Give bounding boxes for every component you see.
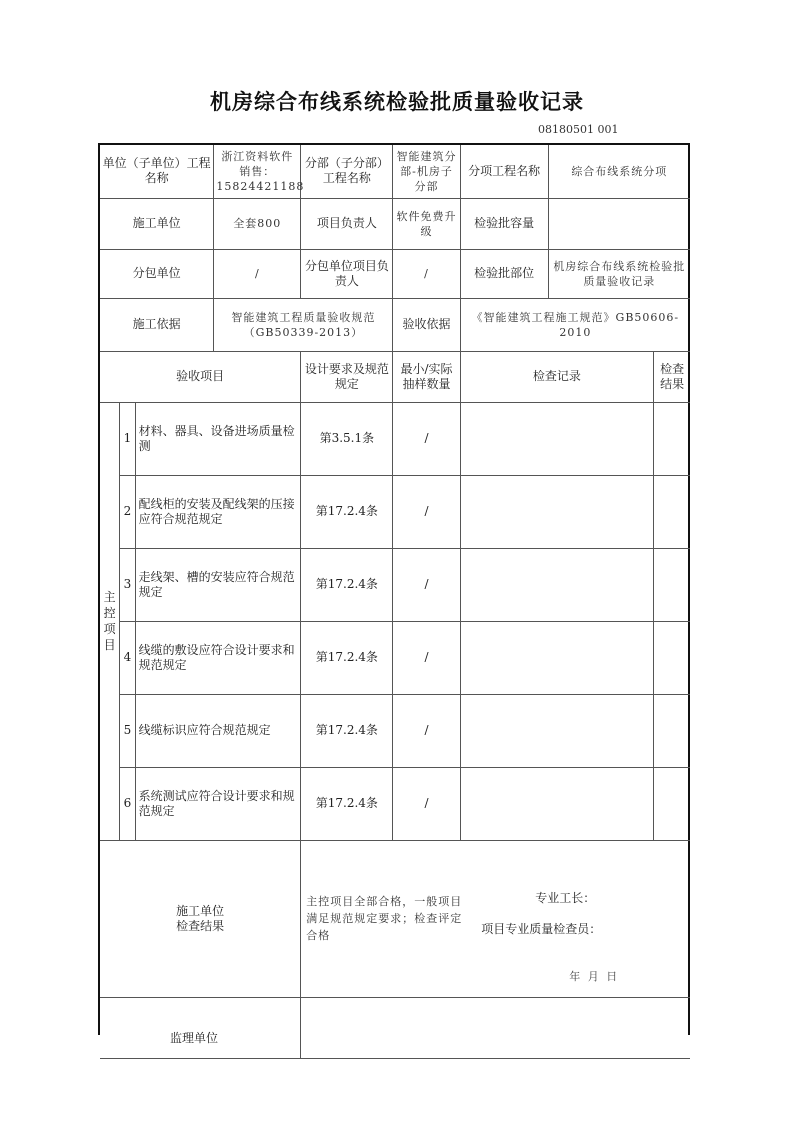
- item-number: 3: [120, 548, 136, 621]
- supervision-label-cell: [100, 997, 301, 1058]
- item-number: 5: [120, 694, 136, 767]
- item-sample: /: [393, 621, 460, 694]
- col-design-requirement: 设计要求及规范规定: [301, 351, 393, 402]
- acceptance-basis-value: 《智能建筑工程施工规范》GB50606-2010: [460, 298, 690, 351]
- item-sample: /: [393, 475, 460, 548]
- table-row: [100, 475, 690, 548]
- table-row: [100, 402, 690, 475]
- construction-result-label-text: 施工单位检查结果: [176, 903, 225, 933]
- item-sample: /: [393, 402, 460, 475]
- item-project-value: 综合布线系统分项: [548, 145, 690, 198]
- header-row-2: [100, 198, 690, 249]
- inspection-record-sheet: [98, 143, 690, 1045]
- item-result: [654, 548, 690, 621]
- item-spec: 第17.2.4条: [301, 621, 393, 694]
- sub-pm-value: /: [393, 249, 460, 298]
- table-row: [100, 621, 690, 694]
- col-check-record: 检查记录: [460, 351, 654, 402]
- batch-capacity-label: 检验批容量: [460, 198, 548, 249]
- supervision-row: [100, 997, 690, 1058]
- item-sample: /: [393, 767, 460, 840]
- header-row-3: [100, 249, 690, 298]
- item-sample: /: [393, 548, 460, 621]
- item-record: [460, 694, 654, 767]
- item-result: [654, 694, 690, 767]
- table-row: [100, 548, 690, 621]
- item-spec: 第3.5.1条: [301, 402, 393, 475]
- constructor-value: 全套800: [214, 198, 301, 249]
- item-result: [654, 475, 690, 548]
- main-control-label-text: 主控项目: [103, 590, 116, 652]
- header-row-1: [100, 145, 690, 198]
- construction-basis-value: 智能建筑工程质量验收规范（GB50339-2013）: [214, 298, 393, 351]
- item-spec: 第17.2.4条: [301, 767, 393, 840]
- item-description: 材料、器具、设备进场质量检测: [135, 402, 301, 475]
- batch-capacity-value: [548, 198, 690, 249]
- header-row-4: [100, 298, 690, 351]
- item-sample: /: [393, 694, 460, 767]
- construction-result-content: [301, 840, 690, 997]
- batch-part-label: 检验批部位: [460, 249, 548, 298]
- acceptance-basis-label: 验收依据: [393, 298, 460, 351]
- unit-value: 浙江资料软件销售：15824421188: [214, 145, 301, 198]
- item-description: 线缆标识应符合规范规定: [135, 694, 301, 767]
- project-manager-label: 项目负责人: [301, 198, 393, 249]
- item-project-label: 分项工程名称: [460, 145, 548, 198]
- item-number: 2: [120, 475, 136, 548]
- col-sample-quantity: 最小/实际抽样数量: [393, 351, 460, 402]
- item-description: 系统测试应符合设计要求和规范规定: [135, 767, 301, 840]
- item-record: [460, 475, 654, 548]
- construction-result-row: [100, 840, 690, 997]
- document-code: 08180501 001: [538, 123, 619, 136]
- inspector-label: 项目专业质量检查员：: [481, 921, 602, 936]
- record-table: [100, 145, 690, 1059]
- project-manager-value: 软件免费升级: [393, 198, 460, 249]
- subcontractor-label: 分包单位: [100, 249, 214, 298]
- construction-basis-label: 施工依据: [100, 298, 214, 351]
- page-title: 机房综合布线系统检验批质量验收记录: [210, 90, 584, 114]
- construction-result-label: [100, 840, 301, 997]
- item-spec: 第17.2.4条: [301, 548, 393, 621]
- foreman-label: 专业工长：: [535, 890, 596, 905]
- col-acceptance-item: 验收项目: [100, 351, 301, 402]
- item-record: [460, 621, 654, 694]
- item-number: 4: [120, 621, 136, 694]
- constructor-label: 施工单位: [100, 198, 214, 249]
- col-check-result: 检查结果: [654, 351, 690, 402]
- item-description: 配线柜的安装及配线架的压接应符合规范规定: [135, 475, 301, 548]
- table-row: [100, 694, 690, 767]
- item-number: 6: [120, 767, 136, 840]
- item-description: 走线架、槽的安装应符合规范规定: [135, 548, 301, 621]
- result-date: 年 月 日: [569, 969, 620, 983]
- item-number: 1: [120, 402, 136, 475]
- item-record: [460, 548, 654, 621]
- sub-project-value: 智能建筑分部-机房子分部: [393, 145, 460, 198]
- item-spec: 第17.2.4条: [301, 694, 393, 767]
- subcontractor-value: /: [214, 249, 301, 298]
- item-record: [460, 767, 654, 840]
- table-row: [100, 767, 690, 840]
- item-record: [460, 402, 654, 475]
- batch-part-value: 机房综合布线系统检验批质量验收记录: [548, 249, 690, 298]
- main-control-section-label: [100, 402, 120, 840]
- item-description: 线缆的敷设应符合设计要求和规范规定: [135, 621, 301, 694]
- supervision-label: 监理单位: [170, 1030, 219, 1045]
- item-result: [654, 402, 690, 475]
- sub-pm-label: 分包单位项目负责人: [301, 249, 393, 298]
- item-result: [654, 621, 690, 694]
- result-text: 主控项目全部合格，一般项目满足规范规定要求；检查评定合格: [306, 894, 463, 942]
- item-spec: 第17.2.4条: [301, 475, 393, 548]
- column-header-row: [100, 351, 690, 402]
- unit-label: 单位（子单位）工程名称: [100, 145, 214, 198]
- item-result: [654, 767, 690, 840]
- sub-project-label: 分部（子分部）工程名称: [301, 145, 393, 198]
- supervision-content: [301, 997, 690, 1058]
